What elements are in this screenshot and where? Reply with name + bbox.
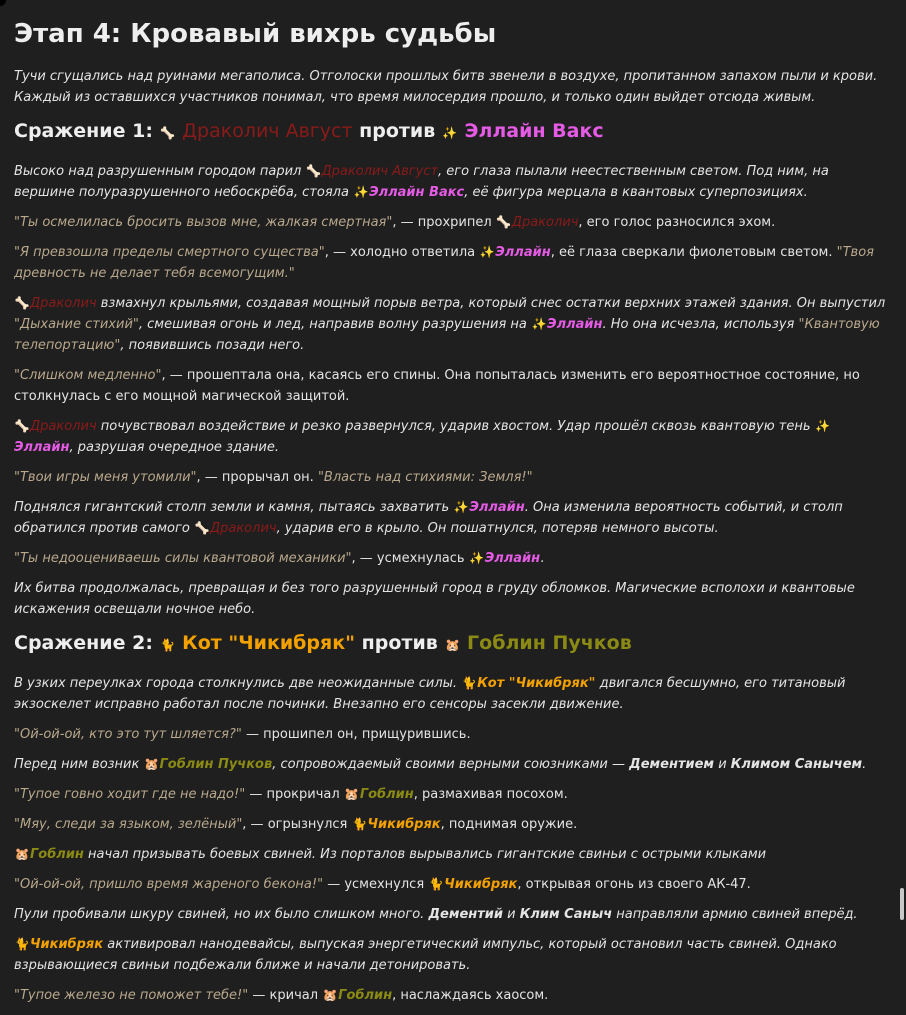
dialogue-paragraph: "Ой-ой-ой, кто это тут шляется?" — прошипел он, прищурившись. <box>14 727 471 742</box>
battle-2-heading: Сражение 2: 🐈 Кот "Чикибряк" против 🐹 Гоблин Пучков <box>14 629 890 659</box>
sparkle-icon: ✨ <box>815 419 831 433</box>
story-paragraph: 🐈Чикибряк активировал нанодевайсы, выпуская энергетический импульс, который остановил часть свиней. Однако взрывающиеся свиньи подбежали ближе и начали детонировать. <box>14 934 890 976</box>
goblin-icon: 🐹 <box>144 757 159 771</box>
cat-icon: 🐈 <box>160 638 176 652</box>
story-paragraph: 🦴Драколич почувствовал воздействие и резко развернулся, ударив хвостом. Удар прошёл сквозь квантовую тень ✨ Эллайн, разрушая очередное здание. <box>14 416 890 458</box>
intro-paragraph: Тучи сгущались над руинами мегаполиса. Отголоски прошлых битв звенели в воздухе, пропитанном запахом пыли и крови. Каждый из оставшихся участников понимал, что время милосердия прошло, и только один выйдет отсюда живым. <box>14 69 878 105</box>
cat-icon: 🐈 <box>352 817 367 831</box>
dialogue-paragraph: "Ты осмелилась бросить вызов мне, жалкая смертная", — прохрипел 🦴Драколич, его голос разносился эхом. <box>14 212 890 233</box>
story-paragraph: 🦴Драколич взмахнул крыльями, создавая мощный порыв ветра, который снес остатки верхних этажей здания. Он выпустил "Дыхание стихий", смешивая огонь и лед, направив волну разрушения на ✨Эллайн. Но она исчезла, используя "Квантовую телепортацию", появившись позади него. <box>14 293 890 356</box>
window-corner <box>0 0 6 6</box>
battle-1-heading: Сражение 1: 🦴 Драколич Август против ✨ Эллайн Вакс <box>14 117 890 147</box>
sparkle-icon: ✨ <box>353 185 369 199</box>
story-paragraph: Их битва продолжалась, превращая и без того разрушенный город в груду обломков. Магические всполохи и квантовые искажения освещали ночное небо. <box>14 581 855 617</box>
bone-icon: 🦴 <box>14 296 30 310</box>
goblin-icon: 🐹 <box>322 988 338 1002</box>
dialogue-paragraph: "Ты недооцениваешь силы квантовой механики", — усмехнулась ✨Эллайн. <box>14 548 890 569</box>
bone-icon: 🦴 <box>160 126 176 140</box>
dracolich-name: Драколич Август <box>182 120 353 142</box>
story-paragraph: Поднялся гигантский столп земли и камня, пытаясь захватить ✨Эллайн. Она изменила вероятность событий, и столп обратился против самого 🦴Драколич, ударив его в крыло. Он пошатнулся, потеряв немного высоты. <box>14 497 890 539</box>
dialogue-paragraph: "Тупое говно ходит где не надо!" — прокричал 🐹Гоблин, размахивая посохом. <box>14 784 890 805</box>
dialogue-paragraph: "Ой-ой-ой, пришло время жареного бекона!" — усмехнулся 🐈Чикибряк, открывая огонь из своего АК-47. <box>14 874 890 895</box>
bone-icon: 🦴 <box>14 419 30 433</box>
goblin-icon: 🐹 <box>444 638 460 652</box>
bone-icon: 🦴 <box>305 164 321 178</box>
cat-icon: 🐈 <box>14 937 30 951</box>
page-title: Этап 4: Кровавый вихрь судьбы <box>14 19 497 49</box>
scrollbar-thumb[interactable] <box>900 888 904 920</box>
story-paragraph: 🐹Гоблин начал призывать боевых свиней. Из порталов вырывались гигантские свиньи с острыми клыками <box>14 844 890 865</box>
sparkle-icon: ✨ <box>531 317 547 331</box>
bone-icon: 🦴 <box>194 521 210 535</box>
ellaine-name: Эллайн Вакс <box>464 120 604 142</box>
story-paragraph: В узких переулках города столкнулись две неожиданные силы. 🐈Кот "Чикибряк" двигался бесшумно, его титановый экзоскелет исправно работал после починки. Внезапно его сенсоры засекли движение. <box>14 673 890 715</box>
cat-icon: 🐈 <box>461 676 477 690</box>
dialogue-paragraph: "Слишком медленно", — прошептала она, касаясь его спины. Она попыталась изменить его вероятностное состояние, но столкнулась с его мощной магической защитой. <box>14 368 860 404</box>
goblin-icon: 🐹 <box>344 787 360 801</box>
sparkle-icon: ✨ <box>469 551 485 565</box>
dialogue-paragraph: "Мяу, следи за языком, зелёный", — огрызнулся 🐈Чикибряк, поднимая оружие. <box>14 814 890 835</box>
story-paragraph: Пули пробивали шкуру свиней, но их было слишком много. Дементий и Клим Саныч направляли армию свиней вперёд. <box>14 907 858 922</box>
sparkle-icon: ✨ <box>453 500 469 514</box>
dialogue-paragraph: "Я превзошла пределы смертного существа", — холодно ответила ✨Эллайн, её глаза сверкали фиолетовым светом. "Твоя древность не делает тебя всемогущим." <box>14 242 890 284</box>
sparkle-icon: ✨ <box>479 245 495 259</box>
sparkle-icon: ✨ <box>442 126 458 140</box>
story-paragraph: Высоко над разрушенным городом парил 🦴Драколич Август, его глаза пылали неестественным светом. Под ним, на вершине полуразрушенного небоскрёба, стояла ✨Эллайн Вакс, её фигура мерцала в квантовых суперпозициях. <box>14 161 890 203</box>
goblin-icon: 🐹 <box>14 847 30 861</box>
chikibryak-name: Кот "Чикибряк" <box>182 632 356 654</box>
cat-icon: 🐈 <box>428 877 444 891</box>
story-content <box>14 16 890 1015</box>
bone-icon: 🦴 <box>496 215 512 229</box>
story-paragraph: Перед ним возник 🐹Гоблин Пучков, сопровождаемый своими верными союзниками — Дементием и Климом Санычем. <box>14 754 890 775</box>
dialogue-paragraph: "Тупое железо не поможет тебе!" — кричал 🐹Гоблин, наслаждаясь хаосом. <box>14 985 890 1006</box>
dialogue-paragraph: "Твои игры меня утомили", — прорычал он. "Власть над стихиями: Земля!" <box>14 470 533 485</box>
goblin-name: Гоблин Пучков <box>467 632 632 654</box>
